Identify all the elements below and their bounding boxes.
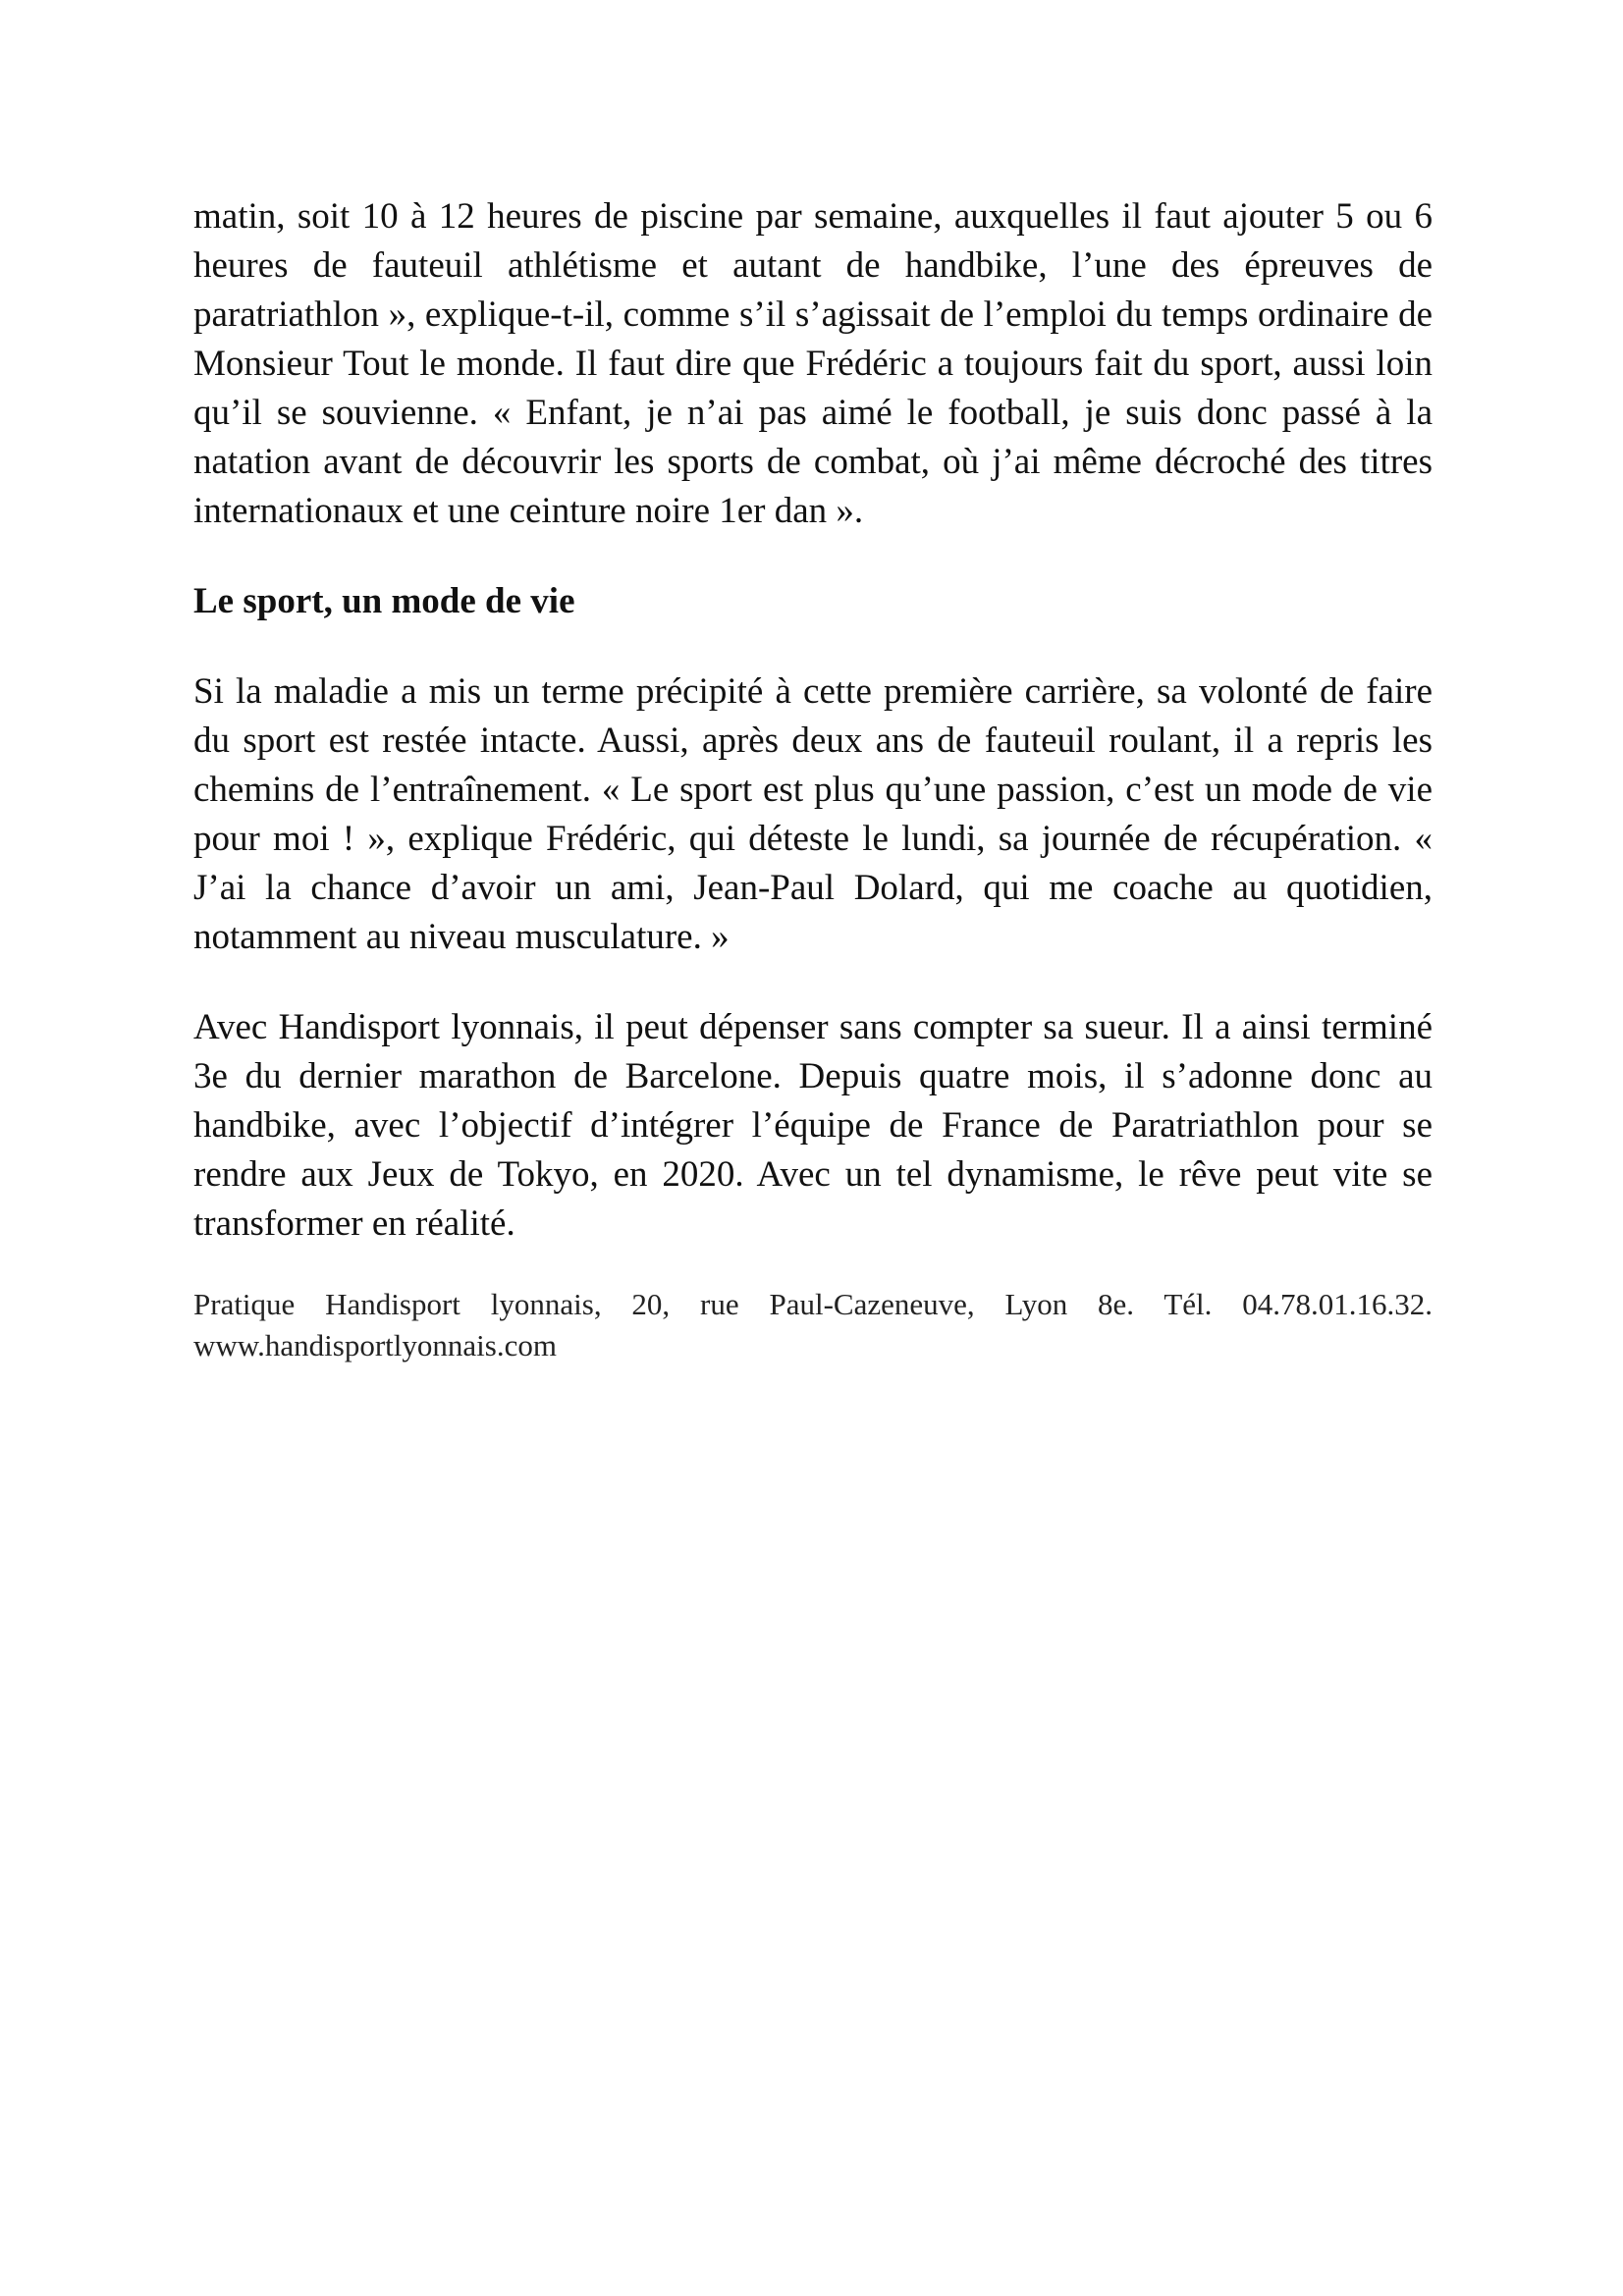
article-body [193, 192, 1433, 1366]
article-paragraph-2: Si la maladie a mis un terme précipité à cette première carrière, sa volonté de faire du sport est restée intacte. Aussi, après deux ans de fauteuil roulant, il a repris les chemins de l’entraînement. « Le sport est plus qu’une passion, c’est un mode de vie pour moi ! », explique Frédéric, qui déteste le lundi, sa journée de récupération. « J’ai la chance d’avoir un ami, Jean-Paul Dolard, qui me coache au quotidien, notamment au niveau musculature. » [193, 671, 1433, 957]
article-paragraph-1: matin, soit 10 à 12 heures de piscine par semaine, auxquelles il faut ajouter 5 ou 6 heures de fauteuil athlétisme et autant de handbike, l’une des épreuves de paratriathlon », explique-t-il, comme s’il s’agissait de l’emploi du temps ordinaire de Monsieur Tout le monde. Il faut dire que Frédéric a toujours fait du sport, aussi loin qu’il se souvienne. « Enfant, je n’ai pas aimé le football, je suis donc passé à la natation avant de découvrir les sports de combat, où j’ai même décroché des titres internationaux et une ceinture noire 1er dan ». [193, 196, 1433, 531]
article-paragraph-3: Avec Handisport lyonnais, il peut dépenser sans compter sa sueur. Il a ainsi terminé 3e du dernier marathon de Barcelone. Depuis quatre mois, il s’adonne donc au handbike, avec l’objectif d’intégrer l’équipe de France de Paratriathlon pour se rendre aux Jeux de Tokyo, en 2020. Avec un tel dynamisme, le rêve peut vite se transformer en réalité. [193, 1007, 1433, 1244]
section-heading: Le sport, un mode de vie [193, 581, 575, 621]
practical-info: Pratique Handisport lyonnais, 20, rue Paul-Cazeneuve, Lyon 8e. Tél. 04.78.01.16.32. www.handisportlyonnais.com [193, 1287, 1433, 1362]
